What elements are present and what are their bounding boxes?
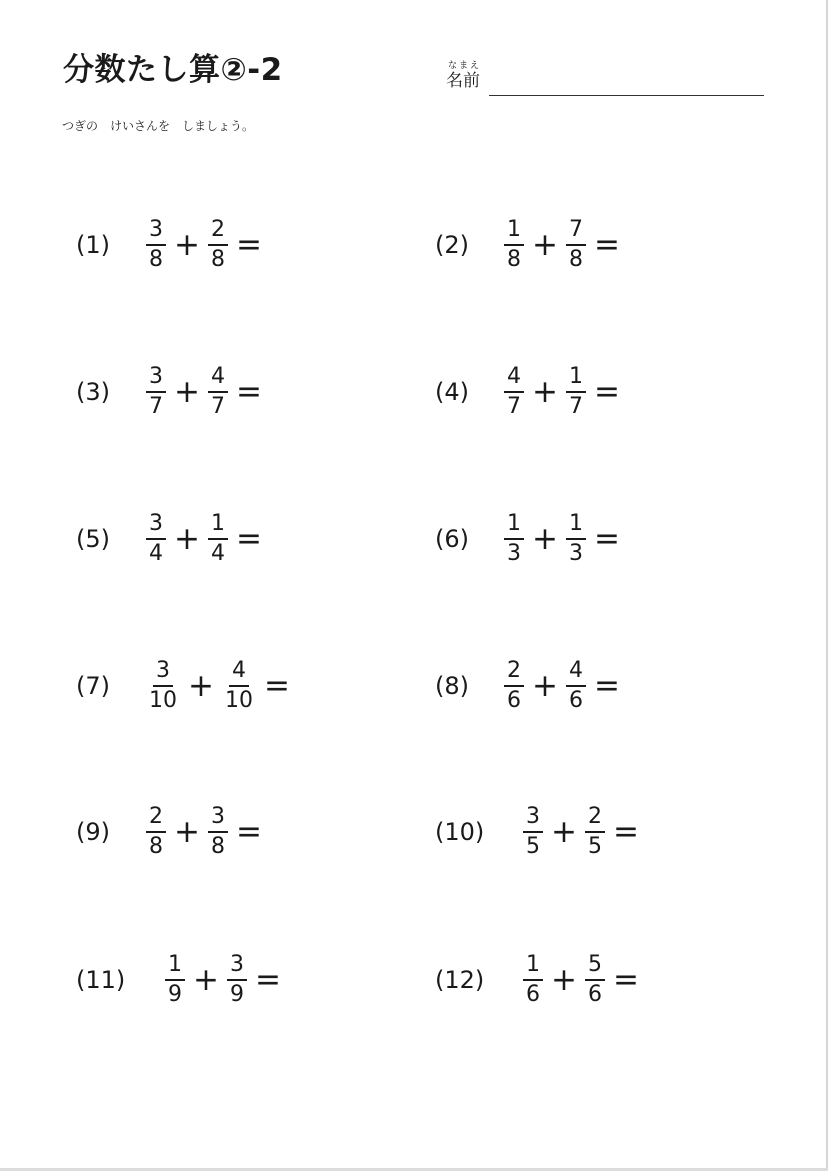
numerator: 4 [208,364,228,393]
instruction-text: つぎの けいさんを しましょう。 [62,119,255,133]
numerator: 1 [165,952,185,981]
numerator: 3 [208,804,228,833]
denominator: 8 [149,247,163,272]
plus-sign: + [188,668,214,704]
numerator: 3 [146,511,166,540]
fraction [504,658,524,714]
numerator: 2 [146,804,166,833]
equals-sign: = [235,814,262,850]
fraction [523,952,543,1008]
numerator: 7 [566,217,586,246]
problem-number: (8) [435,672,469,700]
plus-sign: + [174,814,200,850]
denominator: 8 [210,247,225,272]
denominator: 10 [149,688,177,713]
numerator: 1 [566,364,586,393]
fraction [566,364,586,420]
fraction [227,952,247,1008]
fraction [208,364,228,420]
numerator: 1 [566,511,586,540]
problem-1 [76,215,270,275]
denominator: 5 [587,834,602,859]
fraction [504,511,524,567]
plus-sign: + [551,814,577,850]
problem-3 [76,362,270,422]
problem-number: (11) [76,966,126,994]
problem-9 [76,802,270,862]
plus-sign: + [193,962,219,998]
fraction [585,804,605,860]
problem-number: (4) [435,378,469,406]
problem-5 [76,509,270,569]
denominator: 6 [587,982,602,1007]
equals-sign: = [254,962,281,998]
denominator: 8 [210,834,225,859]
fraction [146,804,166,860]
numerator: 3 [153,658,173,687]
fraction [146,658,180,714]
fraction [504,217,524,273]
name-field [446,58,766,98]
numerator: 3 [227,952,247,981]
denominator: 7 [507,394,521,419]
numerator: 4 [229,658,249,687]
equals-sign: = [235,374,262,410]
fraction [165,952,185,1008]
fraction [585,952,605,1008]
worksheet-title: 分数たし算②-2 [63,52,283,88]
numerator: 2 [504,658,524,687]
equals-sign: = [235,227,262,263]
problem-number: (1) [76,231,110,259]
problem-6 [435,509,628,569]
plus-sign: + [174,374,200,410]
problem-number: (2) [435,231,469,259]
problem-11 [76,950,289,1010]
numerator: 2 [585,804,605,833]
denominator: 7 [568,394,583,419]
denominator: 7 [210,394,225,419]
denominator: 9 [168,982,182,1007]
numerator: 2 [208,217,228,246]
denominator: 9 [229,982,244,1007]
problem-number: (3) [76,378,110,406]
equals-sign: = [593,227,620,263]
problem-number: (6) [435,525,469,553]
denominator: 4 [149,541,163,566]
fraction [208,217,228,273]
fraction [566,217,586,273]
fraction [566,658,586,714]
fraction [146,217,166,273]
denominator: 10 [224,688,253,713]
problem-2 [435,215,628,275]
plus-sign: + [174,521,200,557]
numerator: 5 [585,952,605,981]
denominator: 4 [210,541,225,566]
equals-sign: = [612,962,639,998]
denominator: 6 [568,688,583,713]
denominator: 6 [526,982,540,1007]
plus-sign: + [551,962,577,998]
numerator: 1 [504,217,524,246]
problem-8 [435,656,628,716]
name-write-line[interactable] [489,95,764,96]
plus-sign: + [532,227,558,263]
fraction [222,658,256,714]
numerator: 4 [566,658,586,687]
fraction [566,511,586,567]
fraction [146,511,166,567]
fraction [208,511,228,567]
denominator: 6 [507,688,521,713]
equals-sign: = [235,521,262,557]
problem-number: (7) [76,672,110,700]
fraction [523,804,543,860]
numerator: 1 [504,511,524,540]
name-ruby: なまえ [448,61,482,71]
denominator: 5 [526,834,540,859]
problem-7 [76,656,298,716]
denominator: 3 [568,541,583,566]
numerator: 3 [146,364,166,393]
numerator: 4 [504,364,524,393]
plus-sign: + [532,374,558,410]
fraction [504,364,524,420]
numerator: 3 [146,217,166,246]
equals-sign: = [593,668,620,704]
denominator: 3 [507,541,521,566]
denominator: 8 [149,834,163,859]
problem-number: (12) [435,966,485,994]
numerator: 1 [523,952,543,981]
denominator: 8 [507,247,521,272]
problem-12 [435,950,647,1010]
problem-number: (5) [76,525,110,553]
denominator: 8 [568,247,583,272]
problem-4 [435,362,628,422]
plus-sign: + [532,668,558,704]
numerator: 1 [208,511,228,540]
denominator: 7 [149,394,163,419]
equals-sign: = [593,374,620,410]
fraction [208,804,228,860]
plus-sign: + [532,521,558,557]
problem-10 [435,802,647,862]
equals-sign: = [612,814,639,850]
plus-sign: + [174,227,200,263]
equals-sign: = [593,521,620,557]
fraction [146,364,166,420]
problem-number: (9) [76,818,110,846]
numerator: 3 [523,804,543,833]
name-label: 名前 [446,71,480,91]
problem-number: (10) [435,818,485,846]
equals-sign: = [263,668,290,704]
